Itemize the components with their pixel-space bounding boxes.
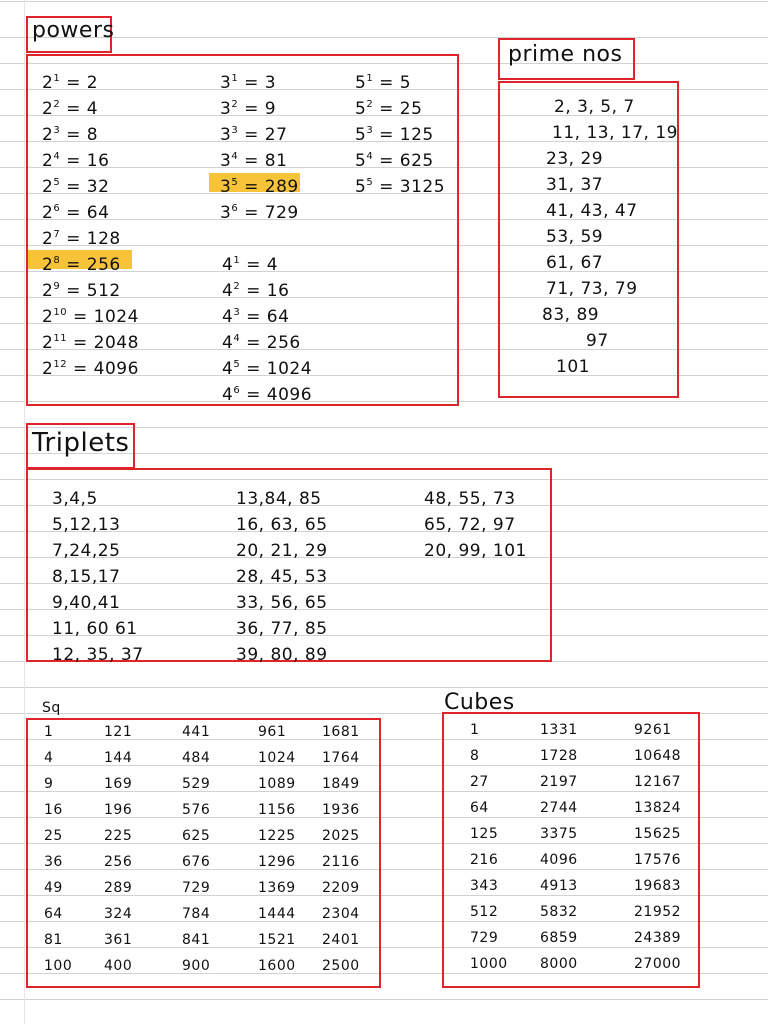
power-3-6: $3^6 = 729$ <box>220 203 299 223</box>
square-value: 1296 <box>258 854 296 870</box>
cube-value: 24389 <box>634 930 682 946</box>
cube-value: 10648 <box>634 748 682 764</box>
triplet: 20, 99, 101 <box>424 541 527 561</box>
power-2-5: $2^5 = 32$ <box>42 177 110 197</box>
prime-row: 97 <box>586 331 609 351</box>
power-4-1: $4^1 = 4$ <box>222 255 279 275</box>
margin-line <box>24 0 25 1024</box>
power-4-5: $4^5 = 1024$ <box>222 359 313 379</box>
cube-value: 27000 <box>634 956 682 972</box>
triplet: 9,40,41 <box>52 593 121 613</box>
square-value: 100 <box>44 958 73 974</box>
squares-heading: Sq <box>42 700 61 716</box>
primes-list <box>542 94 678 380</box>
triplet: 48, 55, 73 <box>424 489 516 509</box>
square-value: 1681 <box>322 724 360 740</box>
cube-value: 512 <box>470 904 499 920</box>
triplet: 33, 56, 65 <box>236 593 328 613</box>
square-value: 1225 <box>258 828 296 844</box>
triplet: 16, 63, 65 <box>236 515 328 535</box>
square-value: 576 <box>182 802 211 818</box>
square-value: 324 <box>104 906 133 922</box>
power-2-2: $2^2 = 4$ <box>42 99 99 119</box>
square-value: 36 <box>44 854 63 870</box>
powers-heading: powers <box>32 18 115 43</box>
square-value: 1936 <box>322 802 360 818</box>
powers-of-four-column <box>222 248 312 404</box>
power-2-6: $2^6 = 64$ <box>42 203 110 223</box>
power-5-5: $5^5 = 3125$ <box>355 177 446 197</box>
square-value: 289 <box>104 880 133 896</box>
triplets-heading: Triplets <box>32 428 130 458</box>
cube-value: 216 <box>470 852 499 868</box>
primes-heading: prime nos <box>508 42 623 67</box>
power-2-1: $2^1 = 2$ <box>42 73 99 93</box>
power-3-1: $3^1 = 3$ <box>220 73 277 93</box>
cube-value: 343 <box>470 878 499 894</box>
square-value: 676 <box>182 854 211 870</box>
triplets-column-2 <box>236 486 328 668</box>
cube-value: 4913 <box>540 878 578 894</box>
square-value: 4 <box>44 750 54 766</box>
square-value: 196 <box>104 802 133 818</box>
cube-value: 125 <box>470 826 499 842</box>
prime-row: 61, 67 <box>546 253 604 273</box>
power-3-2: $3^2 = 9$ <box>220 99 277 119</box>
power-2-10: $2^{10} = 1024$ <box>42 307 139 327</box>
square-value: 81 <box>44 932 63 948</box>
triplet: 3,4,5 <box>52 489 98 509</box>
square-value: 2401 <box>322 932 360 948</box>
cube-value: 13824 <box>634 800 682 816</box>
square-value: 1 <box>44 724 54 740</box>
cube-value: 1331 <box>540 722 578 738</box>
square-value: 49 <box>44 880 63 896</box>
square-value: 64 <box>44 906 63 922</box>
square-value: 256 <box>104 854 133 870</box>
power-5-2: $5^2 = 25$ <box>355 99 423 119</box>
square-value: 25 <box>44 828 63 844</box>
triplet: 36, 77, 85 <box>236 619 328 639</box>
square-value: 2304 <box>322 906 360 922</box>
triplet: 8,15,17 <box>52 567 121 587</box>
powers-of-three-column <box>220 66 299 222</box>
power-2-4: $2^4 = 16$ <box>42 151 110 171</box>
square-value: 361 <box>104 932 133 948</box>
power-2-8: $2^8 = 256$ <box>42 255 121 275</box>
cube-value: 1 <box>470 722 480 738</box>
triplet: 20, 21, 29 <box>236 541 328 561</box>
cube-value: 4096 <box>540 852 578 868</box>
triplet: 7,24,25 <box>52 541 121 561</box>
triplet: 11, 60 61 <box>52 619 138 639</box>
square-value: 1444 <box>258 906 296 922</box>
cube-value: 8000 <box>540 956 578 972</box>
power-2-7: $2^7 = 128$ <box>42 229 121 249</box>
prime-row: 11, 13, 17, 19 <box>552 123 678 143</box>
square-value: 1600 <box>258 958 296 974</box>
square-value: 121 <box>104 724 133 740</box>
cube-value: 15625 <box>634 826 682 842</box>
cube-value: 64 <box>470 800 489 816</box>
power-5-3: $5^3 = 125$ <box>355 125 434 145</box>
cube-value: 729 <box>470 930 499 946</box>
square-value: 2500 <box>322 958 360 974</box>
cube-value: 27 <box>470 774 489 790</box>
square-value: 441 <box>182 724 211 740</box>
prime-row: 101 <box>556 357 590 377</box>
cube-value: 8 <box>470 748 480 764</box>
prime-row: 41, 43, 47 <box>546 201 638 221</box>
cube-value: 9261 <box>634 722 672 738</box>
power-4-4: $4^4 = 256$ <box>222 333 301 353</box>
cubes-heading: Cubes <box>444 690 515 715</box>
square-value: 529 <box>182 776 211 792</box>
powers-of-two-column <box>42 66 139 378</box>
square-value: 1521 <box>258 932 296 948</box>
square-value: 1156 <box>258 802 296 818</box>
square-value: 144 <box>104 750 133 766</box>
cube-value: 5832 <box>540 904 578 920</box>
triplet: 12, 35, 37 <box>52 645 144 665</box>
cube-value: 6859 <box>540 930 578 946</box>
power-3-4: $3^4 = 81$ <box>220 151 288 171</box>
square-value: 1764 <box>322 750 360 766</box>
triplets-column-3 <box>424 486 527 564</box>
power-4-6: $4^6 = 4096$ <box>222 385 313 405</box>
power-5-4: $5^4 = 625$ <box>355 151 434 171</box>
square-value: 169 <box>104 776 133 792</box>
power-5-1: $5^1 = 5$ <box>355 73 412 93</box>
cube-value: 19683 <box>634 878 682 894</box>
power-2-11: $2^{11} = 2048$ <box>42 333 139 353</box>
triplet: 65, 72, 97 <box>424 515 516 535</box>
square-value: 1089 <box>258 776 296 792</box>
square-value: 225 <box>104 828 133 844</box>
square-value: 961 <box>258 724 287 740</box>
square-value: 1849 <box>322 776 360 792</box>
cube-value: 1000 <box>470 956 508 972</box>
triplet: 39, 80, 89 <box>236 645 328 665</box>
square-value: 2116 <box>322 854 360 870</box>
prime-row: 53, 59 <box>546 227 604 247</box>
square-value: 841 <box>182 932 211 948</box>
prime-row: 31, 37 <box>546 175 604 195</box>
cube-value: 21952 <box>634 904 682 920</box>
square-value: 784 <box>182 906 211 922</box>
cube-value: 17576 <box>634 852 682 868</box>
power-2-9: $2^9 = 512$ <box>42 281 121 301</box>
square-value: 2209 <box>322 880 360 896</box>
cube-value: 2744 <box>540 800 578 816</box>
prime-row: 23, 29 <box>546 149 604 169</box>
square-value: 400 <box>104 958 133 974</box>
powers-of-five-column <box>355 66 445 196</box>
triplet: 5,12,13 <box>52 515 121 535</box>
square-value: 16 <box>44 802 63 818</box>
cube-value: 2197 <box>540 774 578 790</box>
power-3-3: $3^3 = 27$ <box>220 125 288 145</box>
power-2-12: $2^{12} = 4096$ <box>42 359 139 379</box>
triplet: 28, 45, 53 <box>236 567 328 587</box>
triplet: 13,84, 85 <box>236 489 322 509</box>
square-value: 900 <box>182 958 211 974</box>
prime-row: 71, 73, 79 <box>546 279 638 299</box>
power-2-3: $2^3 = 8$ <box>42 125 99 145</box>
cube-value: 3375 <box>540 826 578 842</box>
square-value: 2025 <box>322 828 360 844</box>
power-4-3: $4^3 = 64$ <box>222 307 290 327</box>
prime-row: 2, 3, 5, 7 <box>554 97 635 117</box>
prime-row: 83, 89 <box>542 305 600 325</box>
square-value: 484 <box>182 750 211 766</box>
square-value: 625 <box>182 828 211 844</box>
triplets-column-1 <box>52 486 144 668</box>
square-value: 1024 <box>258 750 296 766</box>
square-value: 729 <box>182 880 211 896</box>
square-value: 1369 <box>258 880 296 896</box>
cube-value: 1728 <box>540 748 578 764</box>
power-3-5: $3^5 = 289$ <box>220 177 299 197</box>
square-value: 9 <box>44 776 54 792</box>
power-4-2: $4^2 = 16$ <box>222 281 290 301</box>
cube-value: 12167 <box>634 774 682 790</box>
